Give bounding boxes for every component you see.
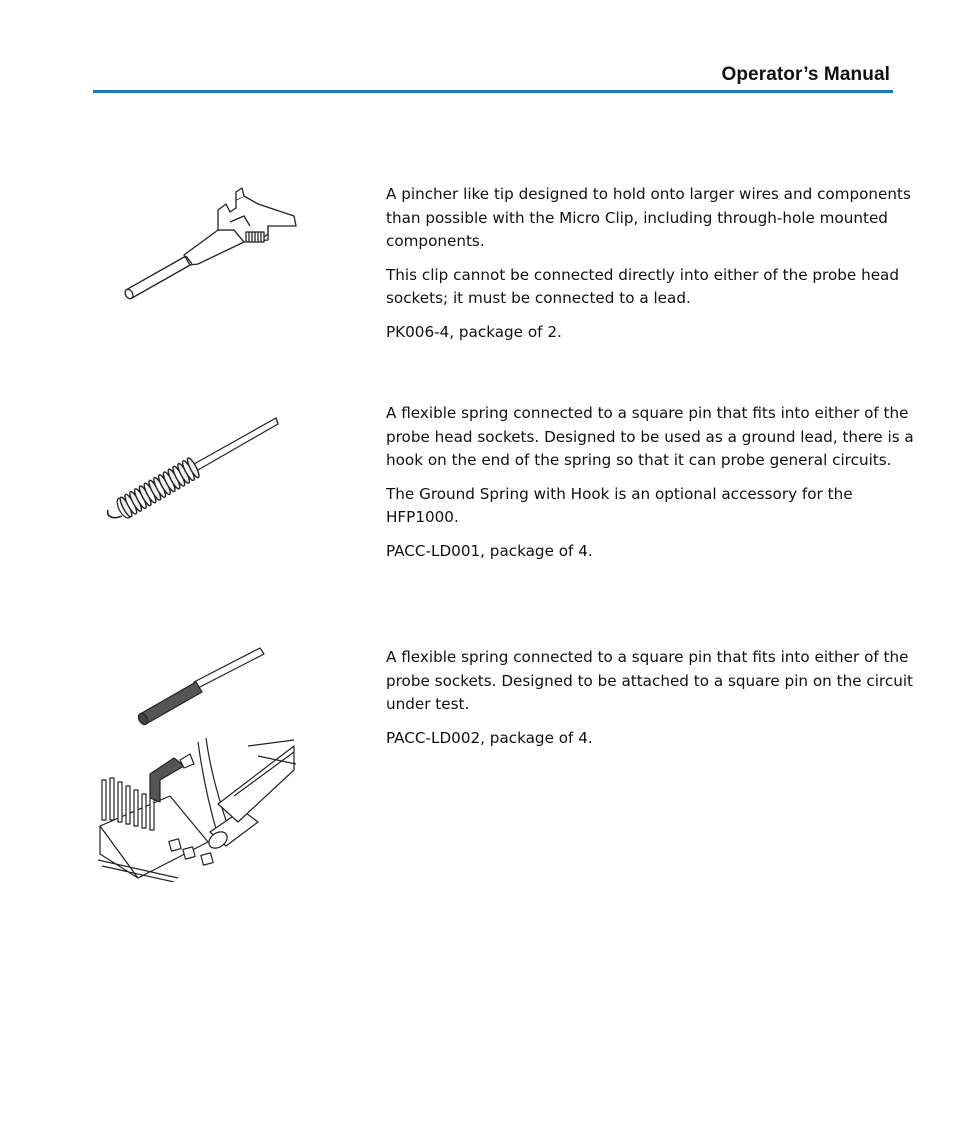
accessory-note: This clip cannot be connected directly into either of the probe head sockets; it must be connected to a lead. [386, 265, 899, 307]
manual-title: Operator’s Manual [721, 64, 890, 85]
pincher-tip-icon [118, 186, 308, 306]
accessory-text [386, 402, 916, 573]
accessory-text [386, 183, 916, 354]
accessory-description: A pincher like tip designed to hold onto larger wires and components than possible with the Micro Clip, including through-hole mounted components. [386, 185, 911, 250]
accessory-part-number: PACC-LD001, package of 4. [386, 541, 593, 560]
accessory-description: A flexible spring connected to a square pin that fits into either of the probe sockets. Designed to be attached to a square pin on the circuit under test. [386, 648, 913, 713]
accessory-part-number: PACC-LD002, package of 4. [386, 728, 593, 747]
square-pin-spring-icon [98, 646, 298, 882]
accessory-note: The Ground Spring with Hook is an optional accessory for the HFP1000. [386, 484, 853, 526]
ground-spring-hook-icon [102, 412, 286, 528]
accessory-description: A flexible spring connected to a square pin that fits into either of the probe head sockets. Designed to be used as a ground lead, there is a hook on the end of the spring so that it can probe general circuits. [386, 404, 914, 469]
accessory-text [386, 646, 916, 760]
header-rule [93, 90, 893, 93]
accessory-part-number: PK006-4, package of 2. [386, 322, 562, 341]
